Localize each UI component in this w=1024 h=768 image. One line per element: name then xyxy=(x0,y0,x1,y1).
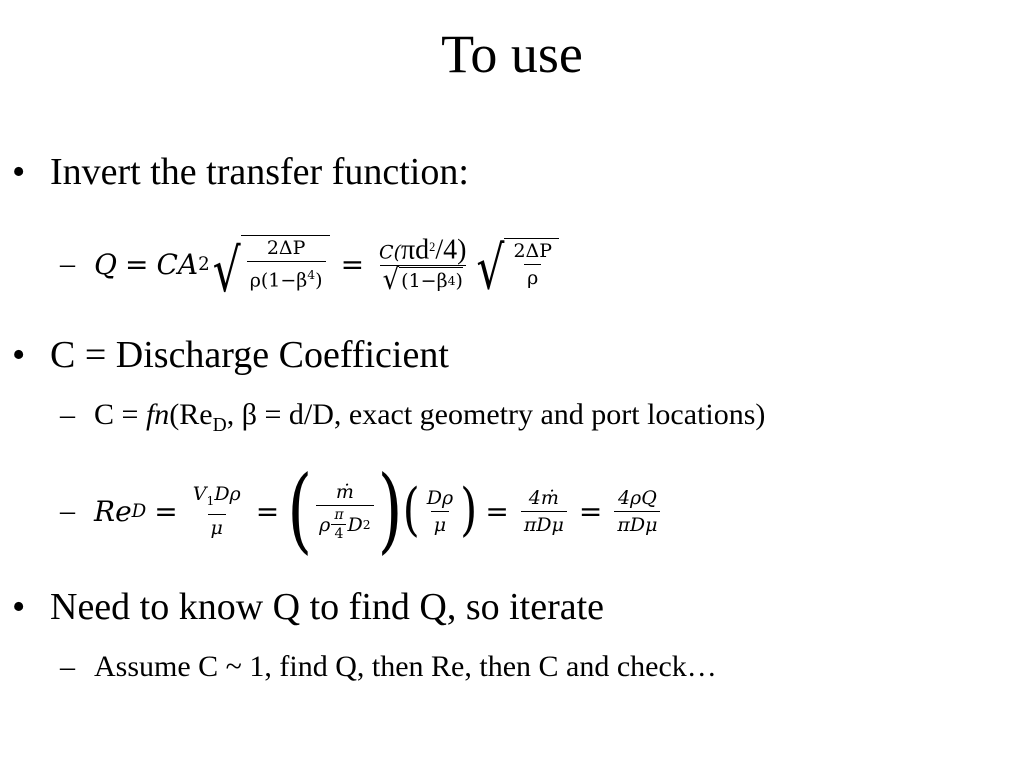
reynolds-equation: – Re D = $\frac{V_1D\rho}{\mu}$ = ( ṁ ρ $\frac{\pi}{4}$ D 2 ) ( $\frac{D\rho}{\mu}$ ) = $\frac{\text{4ṁ}}{\text{πDμ}}$ = $\frac{4\rho Q}{\text{πDμ}}$ xyxy=(60,456,664,566)
eq1-sqrt-2: √ $\frac{2\Delta P}{\rho}$ xyxy=(476,238,559,290)
sub-text: Assume C ~ 1, find Q, then Re, then C and check… xyxy=(94,650,717,683)
sub-iterate-steps xyxy=(60,649,717,685)
bullet-discharge xyxy=(12,333,449,377)
bullet-text: C = Discharge Coefficient xyxy=(50,334,449,376)
sub-dash: – xyxy=(60,650,75,683)
eq1-a-sub: 2 xyxy=(198,253,210,275)
eq1-frac-1 xyxy=(247,236,326,292)
frac-numerator: 2ΔP xyxy=(266,237,306,260)
frac-denominator: √ (1−β 4 ) xyxy=(380,265,466,293)
bullet-dot: • xyxy=(12,151,26,193)
eq2-frac-3: $\frac{D\rho}{\mu}$ xyxy=(426,486,454,536)
eq2-frac-4: $\frac{\text{4ṁ}}{\text{πDμ}}$ xyxy=(521,486,567,537)
sub-dash: – xyxy=(60,247,75,280)
eq1-frac-3 xyxy=(510,239,555,290)
fn-label: fn xyxy=(145,398,170,431)
eq2-frac-1: $\frac{V_1D\rho}{\mu}$ xyxy=(192,483,241,539)
eq1-lhs: Q xyxy=(94,247,117,281)
eq1-frac-2 xyxy=(376,234,469,297)
eq2-frac-2: ṁ ρ $\frac{\pi}{4}$ D 2 xyxy=(316,480,373,542)
frac-numerator: 2ΔP xyxy=(513,240,553,262)
flow-equation: – Q = CA 2 √ $\frac{2\Delta P}{\rho(1-\beta^4)}$ = $C(\pi d^2/4)$ √ (1−β 4 ) √ $\frac{2\Delta P}{\rho}$ xyxy=(60,218,562,310)
bullet-text: Invert the transfer function: xyxy=(50,151,469,193)
eq2-frac-5: $\frac{4\rho Q}{\text{πDμ}}$ xyxy=(614,486,660,537)
bullet-dot: • xyxy=(12,334,26,376)
frac-denominator: ρ xyxy=(524,264,541,290)
sub-fn-definition: – $C = fn(Re_D$, β = d/D, exact geometry and port locations) xyxy=(60,398,766,436)
eq1-sqrt-1: √ $\frac{2\Delta P}{\rho(1-\beta^4)}$ xyxy=(213,235,330,292)
frac-denominator: $\rho(1-\beta^4)$ xyxy=(247,261,326,292)
bullet-iterate xyxy=(12,585,604,629)
sub-dash: – xyxy=(60,398,75,431)
bullet-dot: • xyxy=(12,586,26,628)
slide-title: To use xyxy=(441,24,583,84)
sub-dash: – xyxy=(60,494,75,527)
bullet-text: Need to know Q to find Q, so iterate xyxy=(50,586,605,628)
eq1-ca: CA xyxy=(156,247,199,281)
frac-numerator: $C(\pi d^2/4)$ xyxy=(379,234,467,266)
eq2-lhs: Re xyxy=(94,494,132,528)
bullet-invert xyxy=(12,150,469,194)
